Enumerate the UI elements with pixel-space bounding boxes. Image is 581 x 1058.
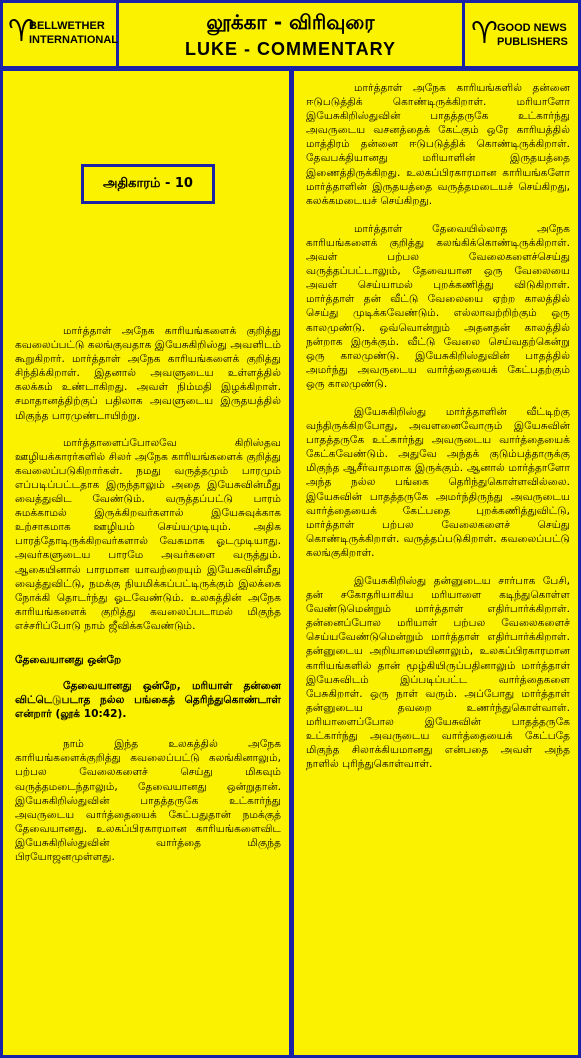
- scripture-quote: தேவையானது ஒன்றே, மரியாள் தன்னை விட்டெடுபடாத நல்ல பங்கைத் தெரிந்துகொண்டாள் என்றார் (லூக் 10:42).: [15, 679, 281, 721]
- paragraph: இயேசுகிறிஸ்து மார்த்தாளின் வீட்டிற்கு வந்திருக்கிறபோது, அவளனைவோரும் இயேசுவின் பாதத்தருகே உட்கார்ந்து அவருடைய வார்த்தையைக் கேட்கவேண்டும். அதுவே அந்தக் குடும்பத்தாருக்கு மிகுந்த ஆசீர்வாதமாக இருக்கும். ஆனால் மார்த்தாளோ அந்த நல்ல பங்கை தெரிந்துகொள்ளவில்லை. இயேசுவின் பாதத்தருகே அமர்ந்திருந்து அவருடைய வார்த்தையைக் கேட்பதை புறக்கணித்துவிட்டு, மார்த்தாள் பற்பல வேலைகளைச் செய்து கொண்டிருக்கிறாள். வருத்தப்படுகிறாள். கவலைப்பட்டு கலங்குகிறாள்.: [306, 405, 570, 559]
- good-news-logo-text: GOOD NEWS PUBLISHERS: [497, 22, 568, 48]
- page-title-english: LUKE - COMMENTARY: [185, 39, 396, 59]
- paragraph: நாம் இந்த உலகத்தில் அநேக காரியங்களைக்குறித்து கவலைப்பட்டு கலங்கினாலும், பற்பல வேலைகளைச் செய்து மிகவும் வருத்தமடைந்தாலும், தேவையானது ஒன்றுதான். இயேசுகிறிஸ்துவின் பாதத்தருகே உட்கார்ந்து அவருடைய வார்த்தையைக் கேட்பதுதான் நமக்குத் தேவையானது. உலகப்பிரகாரமான காரியங்களைவிட இயேசுகிறிஸ்துவின் வார்த்தை மிகுந்த பிரயோஜனமுள்ளது.: [15, 738, 281, 863]
- page-header: [0, 0, 581, 69]
- right-column: [294, 71, 578, 1055]
- paragraph: இயேசுகிறிஸ்து தன்னுடைய சார்பாக பேசி, தன் சகோதரியாகிய மரியாளை கடிந்துகொள்ள வேண்டுமென்றும் மார்த்தாள் எதிர்பார்க்கிறாள். தன்னைப்போல மரியாள் பற்பல வேலைகளைச் செய்யவேண்டுமென்றும் மார்த்தாள் எதிர்பார்க்கிறாள். தன்னுடைய அறியாமையினாலும், உலகப்பிரகாரமான காரியங்களில் தான் மூழ்கியிருப்பதினாலும் மார்த்தாள் இயேசுவிடம் இப்படிப்பட்ட வார்த்தைகளை பேசுகிறாள். ஒரு நாள் வரும். அப்போது மார்த்தாள் தன்னுடைய தவறை உணர்ந்துகொள்வாள். மரியாளைப்போல இயேசுவின் பாதத்தருகே உட்கார்ந்து அவருடைய வார்த்தையைக் கேட்பதே மிகுந்த சிலாக்கியமானது என்பதை அவள் அந்த நாளில் புரிந்துகொள்வாள்.: [306, 575, 570, 771]
- paragraph: மார்த்தாள் தேவையில்லாத அநேக காரியங்களைக் குறித்து கலங்கிக்கொண்டிருக்கிறாள். அவள் பற்பல வேலைகளைச்செய்து வருத்தப்பட்டாலும், தேவையான ஒரு வேலையை அவள் செய்யாமல் புறக்கணித்து விடுகிறாள். மார்த்தாள் தன் வீட்டு வேலையை ஏற்ற காலத்தில் செய்து முடிக்கவேண்டும். எல்லாவற்றிற்கும் ஒரு காலமுண்டு. ஒவ்வொன்றும் அதனதன் காலத்தில் நன்றாக இருக்கும். வீட்டு வேலை செய்வதற்கென்று ஒரு காலமுண்டு. இயேசுகிறிஸ்துவின் பாதத்தில் அமர்ந்து அவருடைய வார்த்தையைக் கேட்பதற்கும் ஒரு காலமுண்டு.: [306, 222, 570, 390]
- spacer: [15, 204, 281, 324]
- bellwether-logo-text: BELLWETHER INTERNATIONAL: [29, 20, 119, 46]
- page-title-tamil: லூக்கா - விரிவுரை: [206, 10, 375, 34]
- ram-icon: ♈: [471, 16, 498, 51]
- left-column: [3, 71, 289, 1055]
- chapter-label: அதிகாரம் - 10: [81, 164, 215, 204]
- paragraph: மார்த்தாள் அநேக காரியங்களில் தன்னை ஈடுபடுத்திக் கொண்டிருக்கிறாள். மரியாளோ இயேசுகிறிஸ்துவின் பாதத்தருகே உட்கார்ந்து அவருடைய வசனத்தைக் கேட்கும் ஒரே காரியத்தில் மாத்திரம் தன்னை ஈடுபடுத்திக் கொண்டிருக்கிறாள். தேவபக்தியானது மரியாளின் இருதயத்தை இணைத்திருக்கிறது. உலகப்பிரகாரமான காரியங்களோ மார்த்தாளின் இருதயத்தை வருத்தமடையச் செய்கிறது, கலக்கமடையச் செய்கிறது.: [306, 82, 570, 207]
- paragraph: மார்த்தாளைப்போலவே கிறிஸ்தவ ஊழியக்காரர்களில் சிலர் அநேக காரியங்களைக் குறித்து கவலைப்படுகிறார்கள். நமது வருத்தமும் பாரமும் எப்படிப்பட்டதாக இருந்தாலும் அதை இயேசுவின்மீது வைத்துவிட வேண்டும். வருத்தப்பட்டு பாரம் சுமக்காமல் இருக்கிறவர்களால் இயேசுவுக்காக உற்சாகமாக ஊழியம் செய்யமுடியும். அதிக பாரத்தோடிருக்கிறவர்களால் வேகமாக ஓடமுடியாது. அவர்களுடைய பாரமே அவர்களை வருத்தும். ஆகையினால் பாரமான யாவற்றையும் இயேசுவின்மீது வைத்துவிட்டு, நமக்கு நியமிக்கப்பட்டிருக்கும் இலக்கை நோக்கி தொடர்ந்து ஓடவேண்டும். உலகத்தின் அநேக காரியங்களைக் குறித்து கவலைப்படாமல் மிகுந்த எச்சரிப்போடு நாம் ஜீவிக்கவேண்டும்.: [15, 436, 281, 632]
- ram-icon: ♈: [8, 14, 35, 49]
- title-box: [119, 3, 462, 66]
- bellwether-logo: [3, 3, 119, 66]
- paragraph: மார்த்தாள் அநேக காரியங்களைக் குறித்து கவலைப்பட்டு கலங்குவதாக இயேசுகிறிஸ்து அவளிடம் கூறுகிறார். மார்த்தாள் அநேக காரியங்களைக் குறித்து சிந்திக்கிறாள். இதனால் அவளுடைய உள்ளத்தில் கலக்கம் உண்டாகிறது. அவள் நிம்மதி இழக்கிறாள். சமாதானத்திற்குப் பதிலாக அவளுடைய இருதயத்தில் மிகுந்த பாரமுண்டாயிற்று.: [15, 325, 281, 422]
- section-heading: தேவையானது ஒன்றே: [15, 653, 122, 666]
- good-news-logo: [465, 3, 578, 66]
